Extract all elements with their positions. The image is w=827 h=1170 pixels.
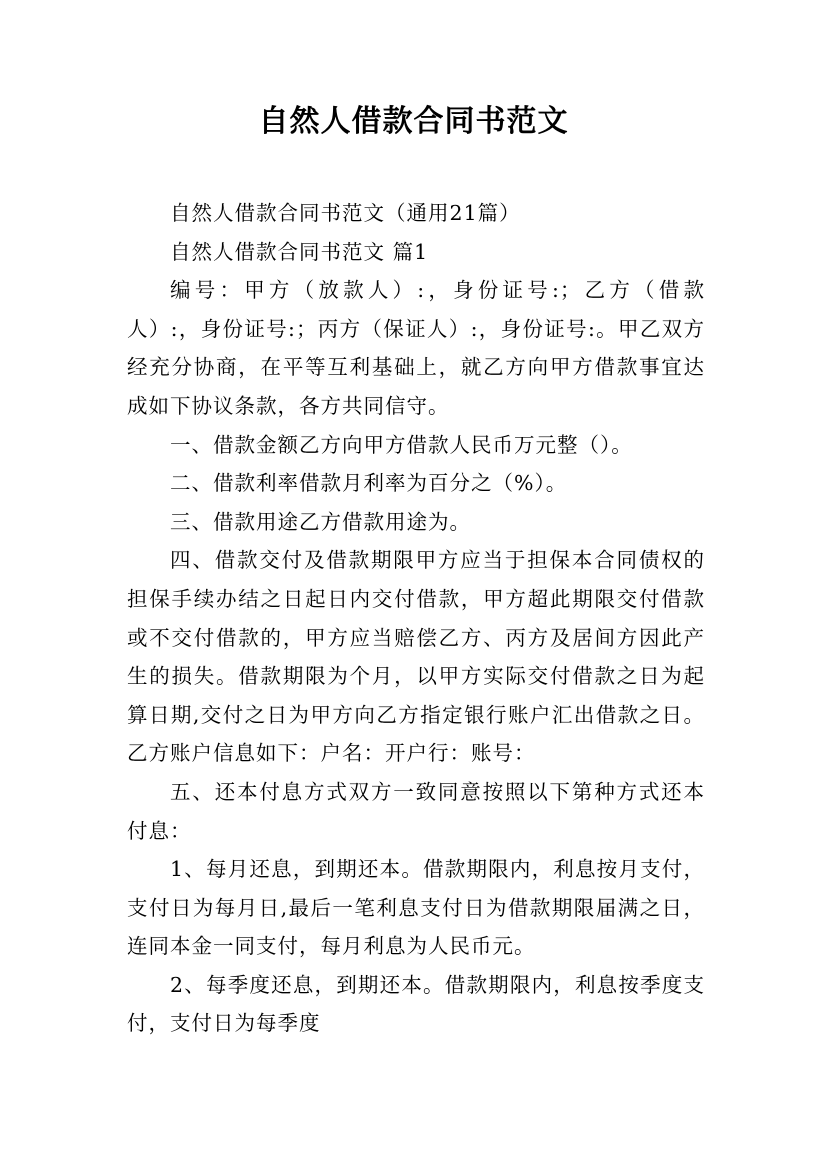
paragraph-section-heading: 自然人借款合同书范文 篇1 xyxy=(170,239,429,264)
paragraph-clause-3: 三、借款用途乙方借款用途为。 xyxy=(170,509,472,534)
paragraph-clause-4: 四、借款交付及借款期限甲方应当于担保本合同债权的担保手续办结之日起日内交付借款，甲方超此期限交付借款或不交付借款的，甲方应当赔偿乙方、丙方及居间方因此产生的损失。借款期限为个月，以甲方实际交付借款之日为起算日期,交付之日为甲方向乙方指定银行账户汇出借款之日。乙方账户信息如下：户名：开户行：账号： xyxy=(127,548,705,766)
paragraph-subtitle: 自然人借款合同书范文（通用21篇） xyxy=(170,201,521,225)
paragraph-clause-2: 二、借款利率借款月利率为百分之（%）。 xyxy=(170,471,568,496)
paragraph-option-1: 1、每月还息，到期还本。借款期限内，利息按月支付，支付日为每月日,最后一笔利息支付日为借款期限届满之日，连同本金一同支付，每月利息为人民币元。 xyxy=(127,857,705,959)
paragraph-parties: 编号：甲方（放款人）:，身份证号:；乙方（借款人）:，身份证号:；丙方（保证人）:，身份证号:。甲乙双方经充分协商，在平等互利基础上，就乙方向甲方借款事宜达成如下协议条款，各方共同信守。 xyxy=(127,278,705,418)
paragraph-option-2: 2、每季度还息，到期还本。借款期限内，利息按季度支付，支付日为每季度 xyxy=(127,972,705,1036)
paragraph-clause-1: 一、借款金额乙方向甲方借款人民币万元整（）。 xyxy=(170,432,633,457)
paragraph-clause-5: 五、还本付息方式双方一致同意按照以下第种方式还本付息： xyxy=(127,779,705,843)
document-title: 自然人借款合同书范文 xyxy=(258,104,569,139)
document-body xyxy=(127,194,705,1043)
